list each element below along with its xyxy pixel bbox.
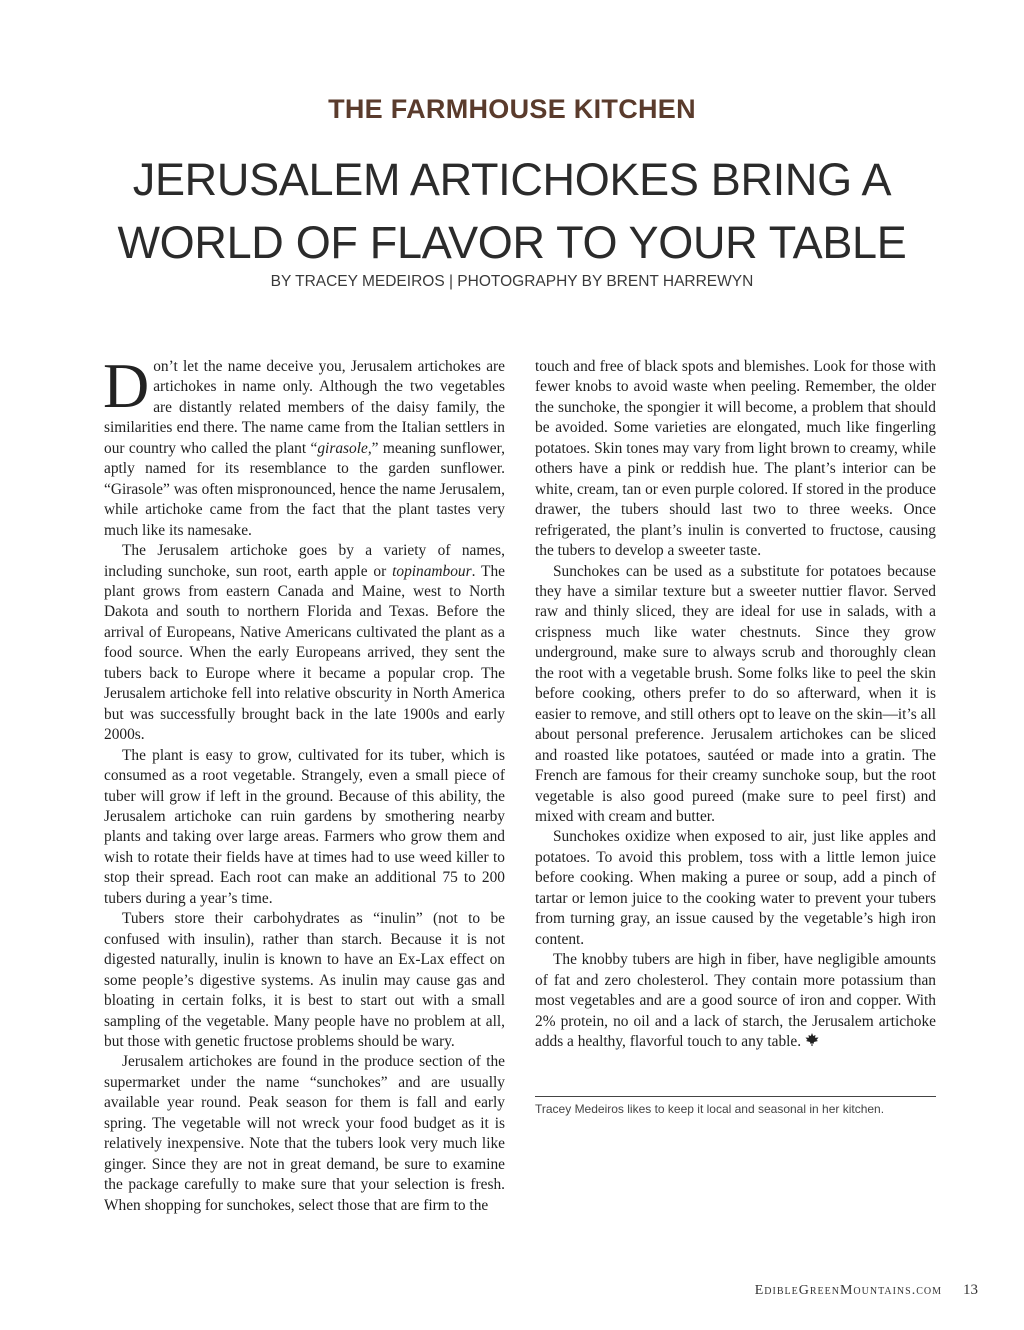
- page-number: 13: [963, 1282, 978, 1298]
- paragraph: Tubers store their carbohydrates as “inulin” (not to be confused with insulin), rather than starch. Because it is not digested naturally, inulin is known to have an Ex-Lax effect on some people’s digestive systems. As inulin may cause gas and bloating in certain folks, it is best to start out with a small sampling of the vegetable. Many people have no problem at all, but those with genetic fructose problems should be wary.: [104, 910, 505, 1050]
- byline: BY TRACEY MEDEIROS | PHOTOGRAPHY BY BRENT HARREWYN: [270, 273, 754, 290]
- paragraph: The plant is easy to grow, cultivated for its tuber, which is consumed as a root vegetable. Strangely, even a small piece of tuber will grow if left in the ground. Because of this ability, the Jerusalem artichoke can ruin gardens by smothering nearby plants and taking over large areas. Farmers who grow them and wish to rotate their fields have at times had to use weed killer to stop their spread. Each root can make an additional 75 to 200 tubers during a year’s time.: [104, 746, 505, 907]
- paragraph: Don’t let the name deceive you, Jerusalem artichokes are artichokes in name only. Although the two vegetables are distantly related members of the daisy family, the similarities end there. The name came from the Italian settlers in our country who called the plant “girasole,” meaning sunflower, aptly named for its resemblance to the garden sunflower. “Girasole” was often mispronounced, hence the name Jerusalem, while artichoke came from the fact that the plant tastes very much like its namesake.: [103, 350, 505, 539]
- maple-leaf-icon: [805, 1035, 819, 1050]
- bio-divider: [535, 1096, 936, 1097]
- footer-website: EdibleGreenMountains.com: [754, 1283, 942, 1298]
- article-column-right: [535, 357, 936, 1053]
- paragraph: touch and free of black spots and blemishes. Look for those with fewer knobs to avoid waste when peeling. Remember, the older the sunchoke, the spongier it will become, a problem that should be avoided. Some varieties are elongated, much like fingerling potatoes. Skin tones may vary from light brown to creamy, while others have a pink or reddish hue. The plant’s interior can be white, cream, tan or even purple colored. If stored in the produce drawer, the tubers should last two to three weeks. Once refrigerated, the plant’s inulin is converted to fructose, causing the tubers to develop a sweeter taste.: [535, 358, 936, 560]
- paragraph: Sunchokes can be used as a substitute for potatoes because they have a similar texture but a sweeter nuttier flavor. Served raw and thinly sliced, they are ideal for use in salads, with a crispness much like water chestnuts. Since they grow underground, make sure to always scrub and thoroughly clean the root with a vegetable brush. Some folks like to peel the skin before cooking, others prefer to do so afterward, when it is easier to remove, and still others opt to leave on the skin—it’s all about personal preference. Jerusalem artichokes can be sliced and roasted like potatoes, sautéed or made into a gratin. The French are famous for their creamy sunchoke soup, but the root vegetable is also good pureed (make sure to peel first) and mixed with cream and butter.: [535, 562, 936, 825]
- drop-cap: D: [103, 350, 150, 421]
- section-label: THE FARMHOUSE KITCHEN: [328, 94, 696, 124]
- article-headline: JERUSALEM ARTICHOKES BRING A WORLD OF FLAVOR TO YOUR TABLE: [117, 154, 907, 268]
- article-column-left: [103, 350, 505, 1216]
- author-bio: Tracey Medeiros likes to keep it local and seasonal in her kitchen.: [535, 1102, 885, 1116]
- paragraph: The knobby tubers are high in fiber, have negligible amounts of fat and zero cholesterol. They contain more potassium than most vegetables and are a good source of iron and copper. With 2% protein, no oil and a lack of starch, the Jerusalem artichoke adds a healthy, flavorful touch to any table.: [535, 951, 936, 1050]
- paragraph: The Jerusalem artichoke goes by a variety of names, including sunchoke, sun root, earth apple or topinambour. The plant grows from eastern Canada and Maine, west to North Dakota and south to northern Florida and Texas. Before the arrival of Europeans, Native Americans cultivated the plant as a food source. When the early Europeans arrived, they sent the tubers back to Europe where it became a popular crop. The Jerusalem artichoke fell into relative obscurity in North America but was successfully brought back in the late 1900s and early 2000s.: [104, 542, 505, 744]
- paragraph: Jerusalem artichokes are found in the produce section of the supermarket under the name “sunchokes” and are usually available year round. Peak season for them is fall and early spring. The vegetable will not wreck your food budget as it is relatively inexpensive. Note that the tubers look very much like ginger. Since they are not in great demand, be sure to examine the package carefully to make sure that your selection is fresh. When shopping for sunchokes, select those that are firm to the: [104, 1053, 505, 1214]
- paragraph: Sunchokes oxidize when exposed to air, just like apples and potatoes. To avoid this problem, toss with a little lemon juice before cooking. When making a puree or soup, add a pinch of tartar or lemon juice to the cooking water to prevent your tubers from turning gray, an issue caused by the vegetable’s high iron content.: [535, 828, 936, 948]
